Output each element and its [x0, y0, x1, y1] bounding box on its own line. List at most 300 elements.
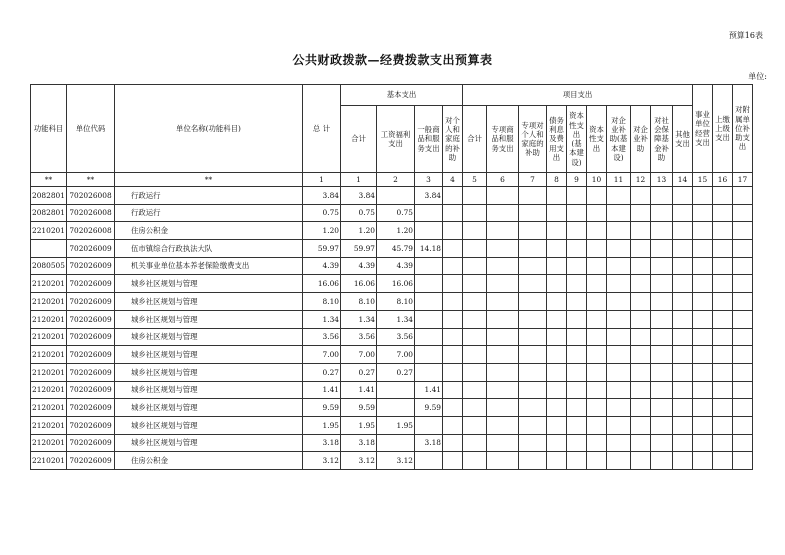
empty-cell [587, 187, 607, 205]
empty-cell [631, 240, 651, 258]
unit-code-cell: 702026008 [67, 204, 115, 222]
empty-cell [693, 293, 713, 311]
basic-total-cell: 59.97 [341, 240, 377, 258]
func-code-cell: 2120201 [31, 275, 67, 293]
empty-cell [733, 363, 753, 381]
index-num: 8 [547, 173, 567, 187]
unit-name-cell: 行政运行 [115, 204, 303, 222]
header-project-col: 专项商品和服务支出 [487, 106, 519, 173]
unit-name-cell: 城乡社区规划与管理 [115, 399, 303, 417]
header-basic-col: 一般商品和服务支出 [415, 106, 443, 173]
index-num: 1 [303, 173, 341, 187]
empty-cell [631, 275, 651, 293]
basic-total-cell: 0.75 [341, 204, 377, 222]
unit-code-cell: 702026009 [67, 434, 115, 452]
empty-cell [651, 257, 673, 275]
empty-cell [567, 346, 587, 364]
header-extra-0: 事业单位经营支出 [693, 85, 713, 173]
empty-cell [733, 416, 753, 434]
empty-cell [651, 381, 673, 399]
empty-cell [587, 310, 607, 328]
empty-cell [693, 399, 713, 417]
basic-total-cell: 8.10 [341, 293, 377, 311]
salary-cell: 0.27 [377, 363, 415, 381]
table-row [31, 222, 753, 240]
index-num: 10 [587, 173, 607, 187]
unit-code-cell: 702026009 [67, 416, 115, 434]
empty-cell [547, 204, 567, 222]
empty-cell [607, 381, 631, 399]
empty-cell [463, 222, 487, 240]
empty-cell [631, 399, 651, 417]
empty-cell [463, 452, 487, 470]
empty-cell [631, 416, 651, 434]
index-num: 9 [567, 173, 587, 187]
empty-cell [567, 416, 587, 434]
empty-cell [673, 275, 693, 293]
header-unit-code: 单位代码 [67, 85, 115, 173]
table-row [31, 416, 753, 434]
empty-cell [547, 310, 567, 328]
empty-cell [547, 416, 567, 434]
empty-cell [693, 381, 713, 399]
empty-cell [607, 293, 631, 311]
basic-total-cell: 4.39 [341, 257, 377, 275]
empty-cell [733, 257, 753, 275]
empty-cell [519, 416, 547, 434]
personal-aid-cell [443, 434, 463, 452]
salary-cell: 4.39 [377, 257, 415, 275]
empty-cell [587, 363, 607, 381]
unit-name-cell: 住房公积金 [115, 452, 303, 470]
header-project-col: 对社会保障基金补助 [651, 106, 673, 173]
basic-total-cell: 3.84 [341, 187, 377, 205]
empty-cell [463, 293, 487, 311]
table-row [31, 381, 753, 399]
index-num: 1 [341, 173, 377, 187]
empty-cell [587, 257, 607, 275]
empty-cell [547, 293, 567, 311]
empty-cell [673, 452, 693, 470]
empty-cell [487, 293, 519, 311]
empty-cell [487, 257, 519, 275]
empty-cell [607, 222, 631, 240]
empty-cell [567, 257, 587, 275]
table-row [31, 328, 753, 346]
goods-services-cell [415, 310, 443, 328]
header-extra-2: 对附属单位补助支出 [733, 85, 753, 173]
empty-cell [607, 257, 631, 275]
goods-services-cell: 9.59 [415, 399, 443, 417]
empty-cell [673, 346, 693, 364]
empty-cell [631, 204, 651, 222]
table-row [31, 363, 753, 381]
table-row [31, 204, 753, 222]
basic-total-cell: 3.56 [341, 328, 377, 346]
empty-cell [733, 328, 753, 346]
unit-code-cell: 702026009 [67, 275, 115, 293]
unit-label: 单位: [748, 72, 767, 81]
total-cell: 3.18 [303, 434, 341, 452]
empty-cell [463, 257, 487, 275]
goods-services-cell: 14.18 [415, 240, 443, 258]
empty-cell [487, 381, 519, 399]
header-project-col: 专项对个人和家庭的补助 [519, 106, 547, 173]
empty-cell [519, 240, 547, 258]
empty-cell [631, 434, 651, 452]
empty-cell [713, 416, 733, 434]
empty-cell [547, 257, 567, 275]
goods-services-cell [415, 204, 443, 222]
personal-aid-cell [443, 187, 463, 205]
goods-services-cell [415, 452, 443, 470]
goods-services-cell [415, 416, 443, 434]
empty-cell [519, 293, 547, 311]
empty-cell [519, 204, 547, 222]
goods-services-cell [415, 328, 443, 346]
empty-cell [733, 381, 753, 399]
empty-cell [547, 399, 567, 417]
index-num: 2 [377, 173, 415, 187]
total-cell: 8.10 [303, 293, 341, 311]
empty-cell [567, 381, 587, 399]
empty-cell [673, 363, 693, 381]
empty-cell [487, 434, 519, 452]
empty-cell [587, 204, 607, 222]
empty-cell [631, 222, 651, 240]
empty-cell [463, 328, 487, 346]
empty-cell [607, 310, 631, 328]
func-code-cell: 2120201 [31, 310, 67, 328]
index-num: 15 [693, 173, 713, 187]
personal-aid-cell [443, 363, 463, 381]
index-mark: ** [115, 173, 303, 187]
total-cell: 3.12 [303, 452, 341, 470]
empty-cell [651, 452, 673, 470]
basic-total-cell: 3.12 [341, 452, 377, 470]
func-code-cell: 2080505 [31, 257, 67, 275]
index-num: 11 [607, 173, 631, 187]
header-project-col: 对企业补助(基本建设) [607, 106, 631, 173]
empty-cell [463, 240, 487, 258]
personal-aid-cell [443, 293, 463, 311]
empty-cell [631, 310, 651, 328]
empty-cell [547, 187, 567, 205]
salary-cell [377, 434, 415, 452]
empty-cell [519, 346, 547, 364]
func-code-cell: 2120201 [31, 293, 67, 311]
index-num: 6 [487, 173, 519, 187]
header-extra-1: 上缴上级支出 [713, 85, 733, 173]
empty-cell [607, 240, 631, 258]
unit-code-cell: 702026009 [67, 363, 115, 381]
empty-cell [487, 416, 519, 434]
empty-cell [651, 222, 673, 240]
empty-cell [693, 346, 713, 364]
salary-cell: 0.75 [377, 204, 415, 222]
personal-aid-cell [443, 257, 463, 275]
empty-cell [651, 434, 673, 452]
empty-cell [713, 452, 733, 470]
table-row [31, 434, 753, 452]
empty-cell [693, 363, 713, 381]
empty-cell [567, 204, 587, 222]
empty-cell [673, 222, 693, 240]
empty-cell [463, 416, 487, 434]
empty-cell [693, 434, 713, 452]
empty-cell [631, 187, 651, 205]
basic-total-cell: 3.18 [341, 434, 377, 452]
empty-cell [487, 452, 519, 470]
form-number: 预算16表 [728, 31, 763, 40]
empty-cell [713, 293, 733, 311]
empty-cell [693, 416, 713, 434]
empty-cell [547, 434, 567, 452]
empty-cell [733, 434, 753, 452]
index-mark: ** [67, 173, 115, 187]
personal-aid-cell [443, 275, 463, 293]
empty-cell [519, 310, 547, 328]
table-row [31, 346, 753, 364]
empty-cell [607, 346, 631, 364]
empty-cell [693, 328, 713, 346]
empty-cell [519, 452, 547, 470]
personal-aid-cell [443, 399, 463, 417]
empty-cell [463, 363, 487, 381]
empty-cell [651, 310, 673, 328]
personal-aid-cell [443, 310, 463, 328]
empty-cell [693, 204, 713, 222]
empty-cell [519, 363, 547, 381]
goods-services-cell [415, 293, 443, 311]
empty-cell [519, 275, 547, 293]
basic-total-cell: 1.95 [341, 416, 377, 434]
basic-total-cell: 1.20 [341, 222, 377, 240]
empty-cell [673, 204, 693, 222]
index-num: 12 [631, 173, 651, 187]
index-num: 5 [463, 173, 487, 187]
total-cell: 9.59 [303, 399, 341, 417]
empty-cell [463, 275, 487, 293]
table-body [31, 187, 753, 470]
empty-cell [487, 240, 519, 258]
func-code-cell: 2210201 [31, 222, 67, 240]
empty-cell [673, 328, 693, 346]
unit-name-cell: 城乡社区规划与管理 [115, 310, 303, 328]
empty-cell [713, 399, 733, 417]
empty-cell [587, 293, 607, 311]
empty-cell [587, 416, 607, 434]
unit-code-cell: 702026009 [67, 381, 115, 399]
personal-aid-cell [443, 222, 463, 240]
empty-cell [607, 452, 631, 470]
empty-cell [673, 416, 693, 434]
empty-cell [673, 240, 693, 258]
empty-cell [607, 187, 631, 205]
empty-cell [713, 310, 733, 328]
empty-cell [607, 416, 631, 434]
goods-services-cell: 3.18 [415, 434, 443, 452]
total-cell: 1.95 [303, 416, 341, 434]
empty-cell [567, 187, 587, 205]
unit-code-cell: 702026009 [67, 310, 115, 328]
empty-cell [713, 381, 733, 399]
empty-cell [519, 257, 547, 275]
total-cell: 59.97 [303, 240, 341, 258]
empty-cell [547, 381, 567, 399]
empty-cell [567, 363, 587, 381]
empty-cell [567, 328, 587, 346]
total-cell: 0.75 [303, 204, 341, 222]
empty-cell [651, 187, 673, 205]
goods-services-cell: 3.84 [415, 187, 443, 205]
empty-cell [713, 257, 733, 275]
empty-cell [567, 293, 587, 311]
basic-total-cell: 1.34 [341, 310, 377, 328]
empty-cell [547, 275, 567, 293]
header-func-code: 功能科目 [31, 85, 67, 173]
empty-cell [651, 363, 673, 381]
header-project-col: 合计 [463, 106, 487, 173]
header-project-col: 资本性支出 [587, 106, 607, 173]
func-code-cell: 2120201 [31, 434, 67, 452]
empty-cell [651, 240, 673, 258]
empty-cell [487, 187, 519, 205]
salary-cell: 45.79 [377, 240, 415, 258]
empty-cell [631, 346, 651, 364]
header-project-col: 资本性支出(基本建设) [567, 106, 587, 173]
empty-cell [587, 346, 607, 364]
header-total: 总 计 [303, 85, 341, 173]
personal-aid-cell [443, 416, 463, 434]
basic-total-cell: 7.00 [341, 346, 377, 364]
unit-name-cell: 城乡社区规划与管理 [115, 328, 303, 346]
salary-cell: 3.12 [377, 452, 415, 470]
empty-cell [567, 240, 587, 258]
empty-cell [733, 293, 753, 311]
unit-code-cell: 702026009 [67, 452, 115, 470]
empty-cell [547, 346, 567, 364]
empty-cell [463, 310, 487, 328]
salary-cell [377, 187, 415, 205]
unit-name-cell: 城乡社区规划与管理 [115, 416, 303, 434]
budget-table [30, 84, 753, 470]
total-cell: 1.34 [303, 310, 341, 328]
func-code-cell: 2120201 [31, 381, 67, 399]
empty-cell [587, 434, 607, 452]
empty-cell [607, 204, 631, 222]
empty-cell [733, 346, 753, 364]
empty-cell [631, 257, 651, 275]
empty-cell [487, 328, 519, 346]
empty-cell [631, 452, 651, 470]
salary-cell [377, 381, 415, 399]
index-num: 13 [651, 173, 673, 187]
index-num: 7 [519, 173, 547, 187]
empty-cell [673, 399, 693, 417]
empty-cell [607, 399, 631, 417]
index-num: 17 [733, 173, 753, 187]
unit-code-cell: 702026008 [67, 187, 115, 205]
empty-cell [713, 240, 733, 258]
unit-code-cell: 702026009 [67, 399, 115, 417]
empty-cell [713, 363, 733, 381]
empty-cell [713, 222, 733, 240]
table-row [31, 310, 753, 328]
func-code-cell: 2082801 [31, 204, 67, 222]
index-row [31, 173, 753, 187]
empty-cell [631, 381, 651, 399]
empty-cell [631, 363, 651, 381]
empty-cell [673, 381, 693, 399]
empty-cell [487, 204, 519, 222]
func-code-cell: 2120201 [31, 346, 67, 364]
empty-cell [487, 363, 519, 381]
header-basic-col: 合计 [341, 106, 377, 173]
salary-cell: 16.06 [377, 275, 415, 293]
unit-name-cell: 机关事业单位基本养老保险缴费支出 [115, 257, 303, 275]
empty-cell [733, 222, 753, 240]
unit-name-cell: 城乡社区规划与管理 [115, 346, 303, 364]
empty-cell [651, 293, 673, 311]
salary-cell: 1.95 [377, 416, 415, 434]
empty-cell [693, 240, 713, 258]
empty-cell [567, 434, 587, 452]
unit-name-cell: 行政运行 [115, 187, 303, 205]
basic-total-cell: 9.59 [341, 399, 377, 417]
empty-cell [651, 275, 673, 293]
empty-cell [693, 187, 713, 205]
table-row [31, 187, 753, 205]
empty-cell [567, 275, 587, 293]
total-cell: 7.00 [303, 346, 341, 364]
empty-cell [587, 275, 607, 293]
unit-name-cell: 城乡社区规划与管理 [115, 381, 303, 399]
salary-cell: 3.56 [377, 328, 415, 346]
empty-cell [631, 328, 651, 346]
empty-cell [519, 434, 547, 452]
empty-cell [651, 399, 673, 417]
table-row [31, 275, 753, 293]
empty-cell [713, 275, 733, 293]
empty-cell [463, 187, 487, 205]
table-row [31, 399, 753, 417]
empty-cell [651, 346, 673, 364]
salary-cell: 1.20 [377, 222, 415, 240]
empty-cell [567, 399, 587, 417]
goods-services-cell [415, 363, 443, 381]
empty-cell [733, 452, 753, 470]
personal-aid-cell [443, 328, 463, 346]
empty-cell [519, 381, 547, 399]
total-cell: 3.84 [303, 187, 341, 205]
table-row [31, 240, 753, 258]
empty-cell [547, 452, 567, 470]
unit-name-cell: 住房公积金 [115, 222, 303, 240]
header-project-col: 对企业补助 [631, 106, 651, 173]
header-basic-group: 基本支出 [341, 85, 463, 106]
empty-cell [733, 399, 753, 417]
empty-cell [713, 346, 733, 364]
empty-cell [713, 204, 733, 222]
table-row [31, 452, 753, 470]
empty-cell [693, 222, 713, 240]
empty-cell [713, 434, 733, 452]
salary-cell: 1.34 [377, 310, 415, 328]
empty-cell [463, 346, 487, 364]
basic-total-cell: 1.41 [341, 381, 377, 399]
empty-cell [587, 222, 607, 240]
